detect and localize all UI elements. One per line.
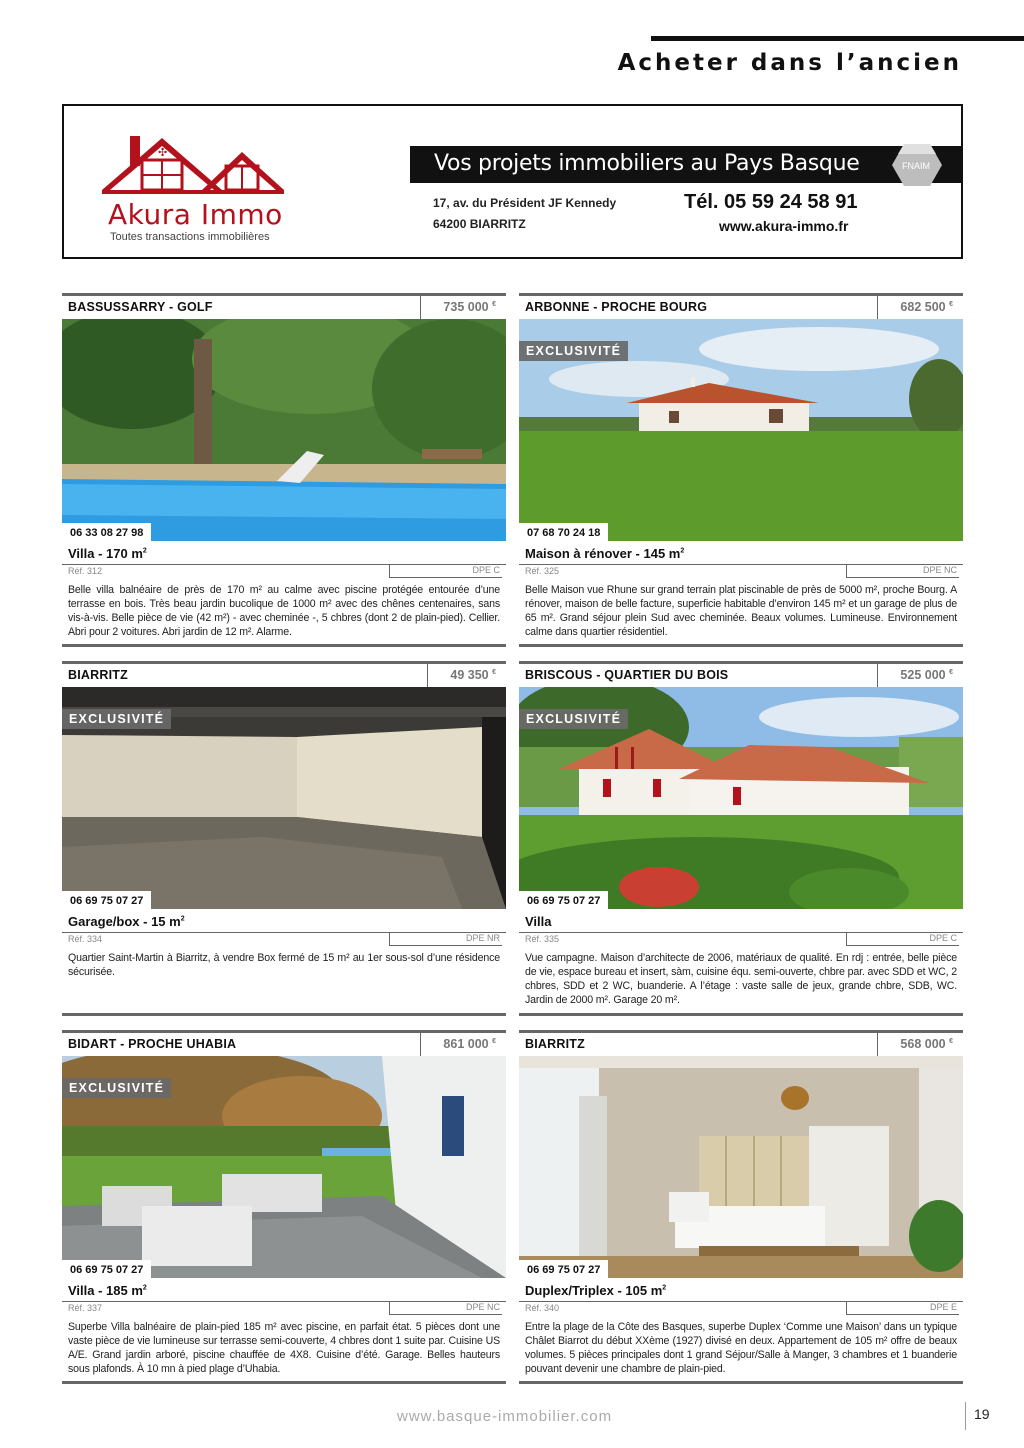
listing-dpe: DPE NC — [389, 1302, 502, 1315]
listing-dpe: DPE C — [389, 565, 502, 578]
listing-meta — [519, 565, 963, 580]
listing-header — [519, 293, 963, 319]
house-field-photo — [519, 319, 963, 541]
listing-type: Duplex/Triplex - 105 $m^2$ — [519, 1278, 963, 1302]
agency-phone: Tél. 05 59 24 58 91 — [684, 191, 858, 213]
terrace-photo — [62, 1056, 506, 1278]
living-room-photo — [519, 1056, 963, 1278]
slogan-bar — [410, 146, 963, 183]
listing-type: Villa - 170 $m^2$ — [62, 541, 506, 565]
listing-phone[interactable]: 07 68 70 24 18 — [519, 523, 608, 541]
listing-card — [62, 293, 506, 647]
listing-ref: Réf. 325 — [525, 566, 560, 576]
agency-tagline: Toutes transactions immobilières — [110, 231, 270, 243]
listing-header — [519, 661, 963, 687]
listing-card — [519, 661, 963, 1016]
house-logo-icon — [102, 132, 284, 196]
listing-dpe: DPE C — [846, 933, 959, 946]
listing-header — [62, 1030, 506, 1056]
listing-phone[interactable]: 06 69 75 07 27 — [519, 1260, 608, 1278]
listing-dpe: DPE NC — [846, 565, 959, 578]
listing-meta — [62, 1302, 506, 1317]
listing-dpe: DPE E — [846, 1302, 959, 1315]
listing-footer-rule — [519, 1381, 963, 1384]
listing-description: Superbe Villa balnéaire de plain-pied 185 m² avec piscine, en parfait état. 5 pièces dont une vaste pièce de vie lumineuse sur terrasse semi-couverte, 4 chbres dont 1 suite par. Cuisine US A/E. Grand jardin arboré, piscine chauffée de 4X8. Cuisine d’été. Garage. Belles hauteurs sous plafonds. À 10 mn à pied plage d’Uhabia. — [68, 1321, 500, 1375]
exclusive-badge: EXCLUSIVITÉ — [519, 709, 628, 729]
listing-location: ARBONNE - PROCHE BOURG — [525, 300, 708, 314]
listing-header — [519, 1030, 963, 1056]
listing-header — [62, 293, 506, 319]
listing-phone[interactable]: 06 69 75 07 27 — [62, 1260, 151, 1278]
top-rule — [651, 36, 1024, 41]
listing-type: Villa — [519, 909, 963, 933]
agency-website[interactable]: www.akura-immo.fr — [719, 218, 849, 234]
listing-ref: Réf. 312 — [68, 566, 103, 576]
listing-description: Belle Maison vue Rhune sur grand terrain plat piscinable de près de 5000 m², proche Bourg. A rénover, maison de belle facture, superficie habitable d’environ 145 m² et un garage de plus de 65 m². Grand séjour plein Sud avec cheminée. Beaux volumes. Lumineuse. Environnement calme dans quartier résidentiel. — [525, 584, 957, 638]
listing-meta — [519, 1302, 963, 1317]
listing-footer-rule — [62, 644, 506, 647]
agency-slogan: Vos projets immobiliers au Pays Basque — [434, 151, 860, 176]
listing-location: BIDART - PROCHE UHABIA — [68, 1037, 237, 1051]
listing-description: Vue campagne. Maison d’architecte de 2006, matériaux de qualité. En rdj : entrée, belle pièce de vie, espace bureau et insert, sàm, cuisine équ. semi-ouverte, chbre par. avec SDD et WC, 2 chbres, SDD et 2 WC, buanderie. A l’étage : vaste salle de jeux, grande chbre, SDB, WC. Jardin de 2000 m². Garage 20 m². — [525, 952, 957, 1006]
exclusive-badge: EXCLUSIVITÉ — [62, 709, 171, 729]
garage-box-photo — [62, 687, 506, 909]
listing-meta — [519, 933, 963, 948]
listing-price: 568 000 € — [877, 1033, 963, 1056]
svg-text:✣: ✣ — [158, 146, 168, 159]
listing-location: BIARRITZ — [525, 1037, 585, 1051]
listing-description: Quartier Saint-Martin à Biarritz, à vendre Box fermé de 15 m² au 1er sous-sol d’une résidence sécurisée. — [68, 952, 500, 978]
listing-card — [519, 293, 963, 647]
listing-footer-rule — [519, 1013, 963, 1016]
listing-price: 861 000 € — [420, 1033, 506, 1056]
listing-card — [62, 661, 506, 1016]
listing-type: Villa - 185 $m^2$ — [62, 1278, 506, 1302]
section-title: Acheter dans l’ancien — [617, 50, 962, 76]
listing-description: Entre la plage de la Côte des Basques, superbe Duplex ‘Comme une Maison’ dans un typique Châlet Biarrot du début XXème (1927) divisé en deux. Appartement de 105 m² offre de beaux volumes. 5 pièces principales dont 1 grand Séjour/Salle à Manger, 3 chambres et 1 buanderie pouvant devenir une chambre de plain-pied. — [525, 1321, 957, 1375]
listing-header — [62, 661, 506, 687]
fnaim-label: FNAIM — [902, 161, 930, 171]
listing-description: Belle villa balnéaire de près de 170 m² au calme avec piscine protégée entourée d’une terrasse en bois. Très beau jardin bucolique de 1000 m² avec des chênes centenaires, sans vis-à-vis. Belle pièce de vie (42 m²) - avec cheminée -, 5 chbres (dont 2 de plain-pied). Cellier. Abri pour 2 voitures. Abri jardin de 12 m². Alarme. — [68, 584, 500, 638]
agency-name: Akura Immo — [108, 198, 283, 231]
listing-ref: Réf. 340 — [525, 1303, 560, 1313]
listing-card — [62, 1030, 506, 1384]
exclusive-badge: EXCLUSIVITÉ — [519, 341, 628, 361]
listing-price: 735 000 € — [420, 296, 506, 319]
listing-footer-rule — [62, 1381, 506, 1384]
agency-address-line2: 64200 BIARRITZ — [433, 217, 526, 231]
listing-price: 682 500 € — [877, 296, 963, 319]
listing-location: BASSUSSARRY - GOLF — [68, 300, 213, 314]
listing-meta — [62, 933, 506, 948]
listing-price: 49 350 € — [427, 664, 506, 687]
listing-location: BIARRITZ — [68, 668, 128, 682]
listing-ref: Réf. 335 — [525, 934, 560, 944]
listing-footer-rule — [519, 644, 963, 647]
pool-garden-photo — [62, 319, 506, 541]
footer-website[interactable]: www.basque-immobilier.com — [397, 1408, 613, 1425]
listing-type: Garage/box - 15 $m^2$ — [62, 909, 506, 933]
listing-location: BRISCOUS - QUARTIER DU BOIS — [525, 668, 729, 682]
listing-footer-rule — [62, 1013, 506, 1016]
listing-phone[interactable]: 06 33 08 27 98 — [62, 523, 151, 541]
listing-type: Maison à rénover - 145 $m^2$ — [519, 541, 963, 565]
listing-phone[interactable]: 06 69 75 07 27 — [62, 891, 151, 909]
listing-price: 525 000 € — [877, 664, 963, 687]
listing-dpe: DPE NR — [389, 933, 502, 946]
listing-ref: Réf. 334 — [68, 934, 103, 944]
listing-meta — [62, 565, 506, 580]
listing-phone[interactable]: 06 69 75 07 27 — [519, 891, 608, 909]
agency-address-line1: 17, av. du Président JF Kennedy — [433, 196, 617, 210]
fnaim-badge-icon — [890, 142, 942, 188]
basque-villa-photo — [519, 687, 963, 909]
page-number: 19 — [965, 1402, 995, 1430]
agency-ad — [62, 104, 963, 259]
listing-ref: Réf. 337 — [68, 1303, 103, 1313]
exclusive-badge: EXCLUSIVITÉ — [62, 1078, 171, 1098]
listing-card — [519, 1030, 963, 1384]
